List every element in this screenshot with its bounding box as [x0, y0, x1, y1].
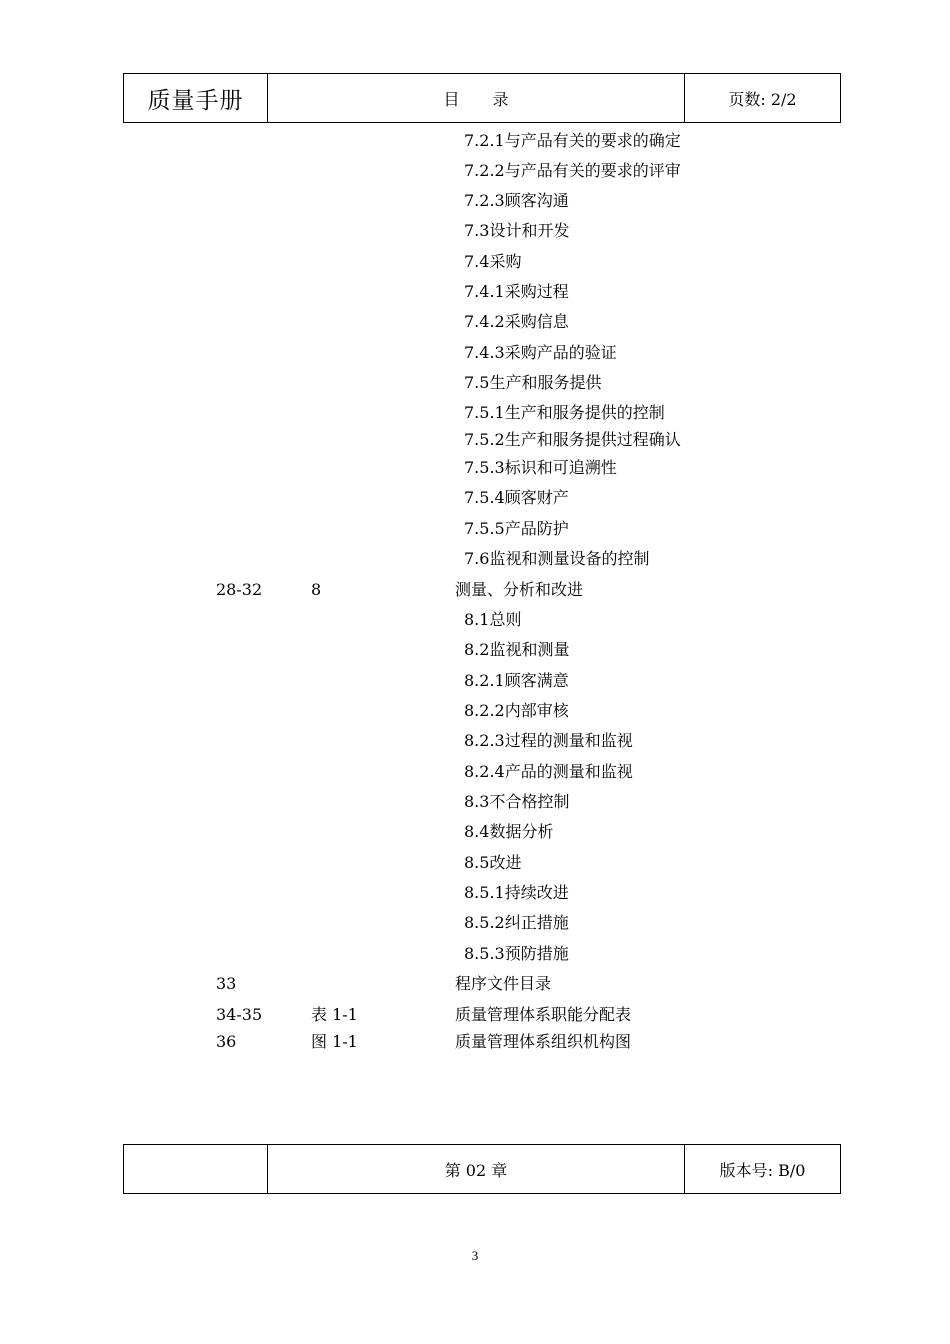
toc-row	[0, 608, 950, 632]
toc-row	[0, 341, 950, 365]
header-table	[123, 73, 841, 123]
toc-subtitle: 7.4采购	[464, 252, 522, 271]
toc-row	[0, 911, 950, 935]
toc-row	[0, 760, 950, 784]
chapter-label: 第 02 章	[444, 1160, 508, 1180]
section-title: 目 录	[443, 89, 523, 109]
toc-row	[0, 517, 950, 541]
version-cell	[685, 1145, 840, 1193]
toc-subtitle: 8.5.2纠正措施	[464, 913, 569, 932]
page-count: 页数: 2/2	[728, 89, 797, 109]
toc-row	[0, 1030, 950, 1054]
toc-subtitle: 8.3不合格控制	[464, 792, 570, 811]
toc-subtitle: 8.4数据分析	[464, 822, 554, 841]
toc-subtitle: 7.4.1采购过程	[464, 282, 569, 301]
toc-page: 28-32	[216, 580, 263, 599]
toc-row	[0, 250, 950, 274]
toc-subtitle: 7.4.2采购信息	[464, 312, 569, 331]
toc-row	[0, 219, 950, 243]
toc-row	[0, 820, 950, 844]
toc-subtitle: 8.2监视和测量	[464, 640, 570, 659]
toc-subtitle: 7.5.3标识和可追溯性	[464, 458, 617, 477]
toc-row	[0, 942, 950, 966]
toc-subtitle: 7.5.4顾客财产	[464, 488, 569, 507]
toc-subtitle: 7.5生产和服务提供	[464, 373, 602, 392]
toc-row	[0, 280, 950, 304]
toc-row	[0, 371, 950, 395]
toc-subtitle: 8.5.3预防措施	[464, 944, 569, 963]
toc-row	[0, 310, 950, 334]
toc-row	[0, 547, 950, 571]
toc-number: 表 1-1	[311, 1005, 358, 1024]
toc-number: 8	[311, 580, 322, 599]
toc-row	[0, 881, 950, 905]
toc-title: 测量、分析和改进	[455, 580, 584, 599]
toc-row	[0, 669, 950, 693]
toc-subtitle: 8.5改进	[464, 853, 522, 872]
toc-subtitle: 7.5.5产品防护	[464, 519, 569, 538]
toc-subtitle: 7.4.3采购产品的验证	[464, 343, 617, 362]
footer-table	[123, 1144, 841, 1194]
toc-row	[0, 159, 950, 183]
version-label: 版本号: B/0	[719, 1160, 806, 1180]
toc-title: 程序文件目录	[455, 974, 552, 993]
toc-row	[0, 729, 950, 753]
toc-row	[0, 129, 950, 153]
toc-subtitle: 8.2.3过程的测量和监视	[464, 731, 633, 750]
footer-left-cell	[124, 1145, 268, 1193]
toc-subtitle: 7.5.1生产和服务提供的控制	[464, 403, 665, 422]
toc-number: 图 1-1	[311, 1032, 358, 1051]
toc-subtitle: 8.2.1顾客满意	[464, 671, 569, 690]
toc-subtitle: 7.3设计和开发	[464, 221, 570, 240]
toc-page: 34-35	[216, 1005, 263, 1024]
toc-row	[0, 972, 950, 996]
toc-page: 36	[216, 1032, 237, 1051]
page-count-cell	[685, 74, 840, 122]
page-number: 3	[471, 1248, 479, 1263]
chapter-cell	[268, 1145, 685, 1193]
toc-row	[0, 699, 950, 723]
doc-title: 质量手册	[147, 87, 244, 114]
toc-subtitle: 8.5.1持续改进	[464, 883, 569, 902]
toc-page: 33	[216, 974, 237, 993]
doc-title-cell	[124, 74, 268, 122]
toc-row	[0, 578, 950, 602]
section-cell	[268, 74, 685, 122]
toc-subtitle: 7.2.2与产品有关的要求的评审	[464, 161, 681, 180]
toc-title: 质量管理体系职能分配表	[455, 1005, 632, 1024]
toc-row	[0, 790, 950, 814]
toc-row	[0, 456, 950, 480]
toc-subtitle: 7.2.3顾客沟通	[464, 191, 569, 210]
toc-row	[0, 428, 950, 452]
toc-row	[0, 486, 950, 510]
toc-row	[0, 851, 950, 875]
toc-subtitle: 8.2.4产品的测量和监视	[464, 762, 633, 781]
toc-subtitle: 8.1总则	[464, 610, 522, 629]
toc-row	[0, 638, 950, 662]
toc-subtitle: 7.6监视和测量设备的控制	[464, 549, 650, 568]
toc-row	[0, 1003, 950, 1027]
toc-title: 质量管理体系组织机构图	[455, 1032, 632, 1051]
toc-subtitle: 8.2.2内部审核	[464, 701, 569, 720]
toc-row	[0, 401, 950, 425]
toc-row	[0, 189, 950, 213]
toc-subtitle: 7.2.1与产品有关的要求的确定	[464, 131, 681, 150]
toc-subtitle: 7.5.2生产和服务提供过程确认	[464, 430, 681, 449]
